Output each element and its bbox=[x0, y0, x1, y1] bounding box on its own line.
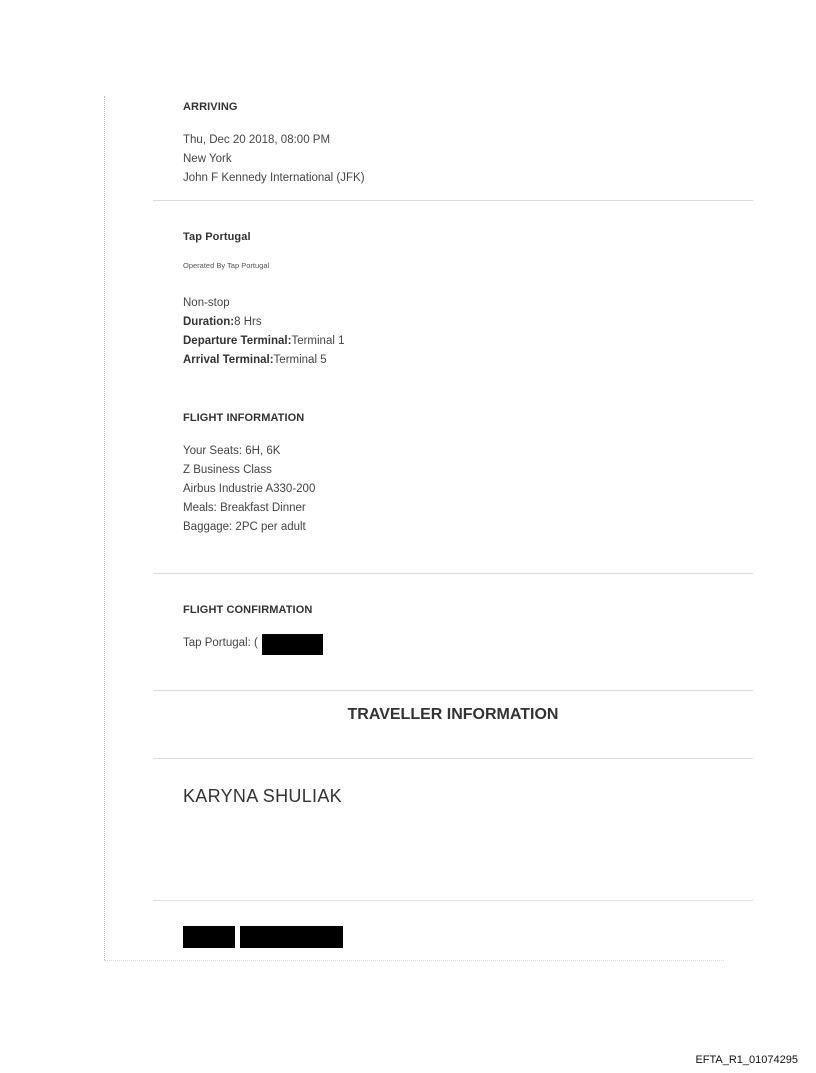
traveller-information-heading: TRAVELLER INFORMATION bbox=[347, 706, 559, 723]
flight-confirmation-heading: FLIGHT CONFIRMATION bbox=[183, 604, 313, 616]
redaction-confirmation-code bbox=[262, 634, 323, 655]
divider bbox=[153, 690, 753, 691]
carrier-name: Tap Portugal bbox=[183, 231, 251, 243]
baggage: Baggage: 2PC per adult bbox=[183, 521, 306, 533]
seats: Your Seats: 6H, 6K bbox=[183, 445, 281, 457]
arrival-datetime: Thu, Dec 20 2018, 08:00 PM bbox=[183, 134, 331, 146]
arriving-heading: ARRIVING bbox=[183, 101, 238, 113]
divider bbox=[153, 758, 753, 759]
redaction-block bbox=[183, 926, 235, 948]
cabin-class: Z Business Class bbox=[183, 464, 272, 476]
departure-terminal-label: Departure Terminal: bbox=[183, 335, 292, 347]
stops: Non-stop bbox=[183, 297, 230, 309]
confirmation-label: Tap Portugal: bbox=[183, 637, 254, 649]
duration-label: Duration: bbox=[183, 316, 235, 328]
arrival-airport: John F Kennedy International (JFK) bbox=[183, 172, 365, 184]
operated-by: Operated By Tap Portugal bbox=[183, 261, 270, 270]
traveller-name: KARYNA SHULIAK bbox=[183, 786, 342, 806]
aircraft: Airbus Industrie A330-200 bbox=[183, 483, 316, 495]
left-border-rule bbox=[104, 96, 105, 960]
duration-value: 8 Hrs bbox=[234, 316, 262, 328]
arrival-terminal-label: Arrival Terminal: bbox=[183, 354, 274, 366]
confirmation-partial-code: ( bbox=[253, 637, 258, 649]
arrival-terminal-value: Terminal 5 bbox=[273, 354, 327, 366]
divider bbox=[153, 200, 753, 201]
confirmation-line bbox=[183, 634, 258, 653]
bottom-border-rule bbox=[104, 960, 724, 961]
redaction-block bbox=[240, 926, 343, 948]
departure-terminal bbox=[183, 332, 345, 351]
divider bbox=[153, 900, 753, 901]
duration bbox=[183, 313, 262, 332]
departure-terminal-value: Terminal 1 bbox=[291, 335, 345, 347]
flight-information-heading: FLIGHT INFORMATION bbox=[183, 412, 305, 424]
divider bbox=[153, 573, 753, 574]
meals: Meals: Breakfast Dinner bbox=[183, 502, 306, 514]
arrival-city: New York bbox=[183, 153, 232, 165]
arrival-terminal bbox=[183, 351, 327, 370]
document-id: EFTA_R1_01074295 bbox=[695, 1054, 798, 1066]
